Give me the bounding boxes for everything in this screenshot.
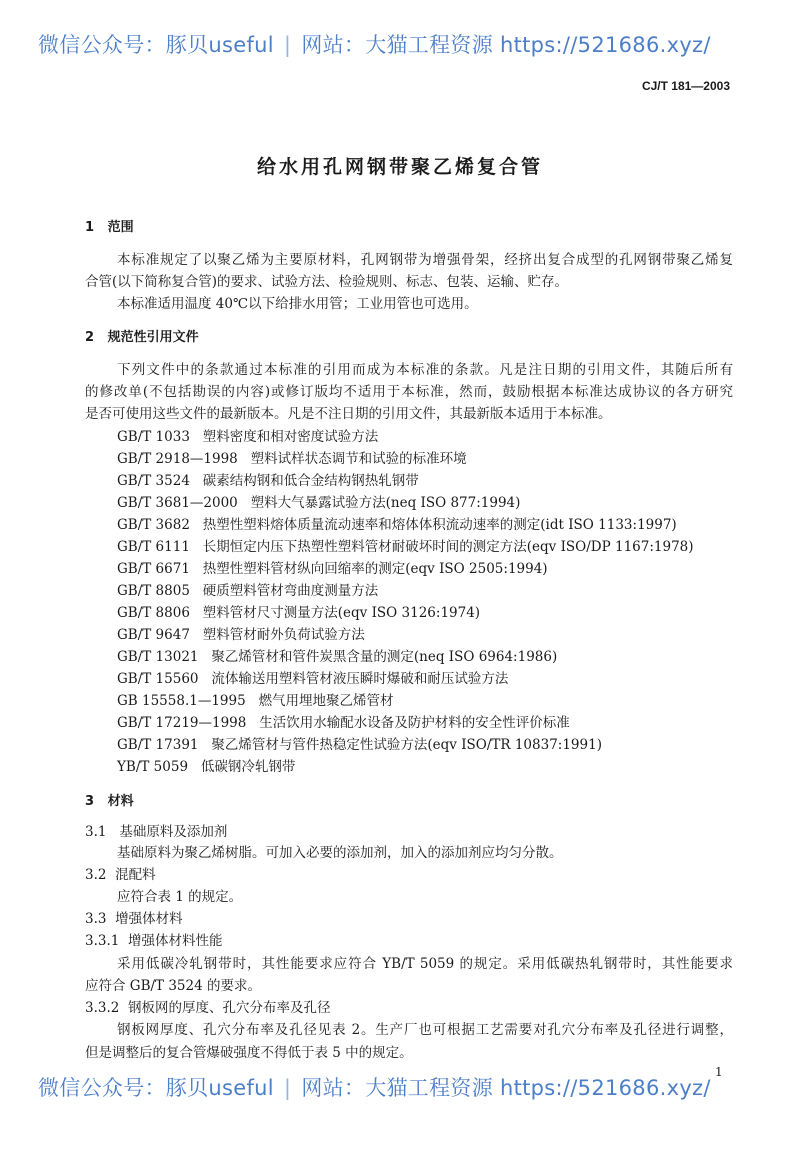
reference-item [117,626,365,644]
reference-code: GB/T 3524 [117,473,190,489]
s1-line-1: 本标准规定了以聚乙烯为主要原材料，孔网钢带为增强骨架，经挤出复合成型的孔网钢带聚乙烯复 [117,252,733,268]
reference-item [117,516,677,534]
section-2-heading: 2 规范性引用文件 [85,330,199,345]
reference-title: 流体输送用塑料管材液压瞬时爆破和耐压试验方法 [211,671,509,687]
watermark-bottom: 微信公众号：豚贝useful | 网站：大猫工程资源 https://521686.xyz/ [38,1076,711,1100]
s332-heading: 3.3.2 钢板网的厚度、孔穴分布率及孔径 [85,1000,331,1016]
section-1-heading: 1 范围 [85,220,134,235]
reference-code: GB/T 8806 [117,605,190,621]
s2-line-1: 下列文件中的条款通过本标准的引用而成为本标准的条款。凡是注日期的引用文件，其随后所有 [117,362,733,378]
reference-title: 塑料管材耐外负荷试验方法 [202,627,365,643]
s331-line-1: 采用低碳冷轧钢带时，其性能要求应符合 YB/T 5059 的规定。采用低碳热轧钢带时，其性能要求 [117,956,733,972]
reference-item [117,428,378,446]
reference-code: GB/T 3681—2000 [117,495,238,511]
standard-code: CJ/T 181—2003 [641,79,730,93]
reference-title: 热塑性塑料熔体质量流动速率和熔体体积流动速率的测定(idt ISO 1133:1997) [202,517,677,533]
reference-item [117,450,467,468]
reference-code: GB/T 9647 [117,627,190,643]
page-number: 1 [715,1065,723,1079]
document-title: 给水用孔网钢带聚乙烯复合管 [256,156,543,178]
reference-title: 生活饮用水输配水设备及防护材料的安全性评价标准 [259,715,570,731]
reference-item [117,560,548,578]
reference-title: 燃气用埋地聚乙烯管材 [258,693,394,709]
reference-title: 塑料密度和相对密度试验方法 [202,429,379,445]
reference-code: GB/T 1033 [117,429,190,445]
reference-code: GB/T 15560 [117,671,199,687]
watermark-wechat: 微信公众号：豚贝useful [38,1076,274,1100]
s331-heading: 3.3.1 增强体材料性能 [85,933,223,949]
reference-code: GB 15558.1—1995 [117,693,246,709]
watermark-site: 网站：大猫工程资源 https://521686.xyz/ [301,1076,711,1100]
reference-item [117,604,480,622]
reference-code: GB/T 6111 [117,539,190,555]
s332-line-1: 钢板网厚度、孔穴分布率及孔径见表 2。生产厂也可根据工艺需要对孔穴分布率及孔径进行调整， [117,1022,733,1038]
reference-item [117,670,508,688]
s332-line-2: 但是调整后的复合管爆破强度不得低于表 5 中的规定。 [85,1045,413,1061]
s331-line-2: 应符合 GB/T 3524 的要求。 [85,978,261,994]
reference-title: 热塑性塑料管材纵向回缩率的测定(eqv ISO 2505:1994) [202,561,548,577]
reference-item [117,758,295,776]
s33-heading: 3.3 增强体材料 [85,911,183,927]
reference-item [117,494,520,512]
s31-text: 基础原料为聚乙烯树脂。可加入必要的添加剂，加入的添加剂应均匀分散。 [117,845,563,861]
s1-line-3: 本标准适用温度 40℃以下给排水用管；工业用管也可选用。 [117,296,478,312]
reference-item [117,582,378,600]
section-3-heading: 3 材料 [85,794,134,809]
reference-code: GB/T 6671 [117,561,190,577]
reference-title: 聚乙烯管材与管件热稳定性试验方法(eqv ISO/TR 10837:1991) [211,737,602,753]
s2-line-3: 是否可使用这些文件的最新版本。凡是不注日期的引用文件，其最新版本适用于本标准。 [85,406,612,422]
reference-code: GB/T 8805 [117,583,190,599]
s31-heading: 3.1 基础原料及添加剂 [85,824,228,840]
reference-code: GB/T 3682 [117,517,190,533]
reference-title: 塑料试样状态调节和试验的标准环境 [250,451,467,467]
s2-line-2: 的修改单(不包括勘误的内容)或修订版均不适用于本标准，然而，鼓励根据本标准达成协议的各方研究 [85,384,733,400]
reference-title: 低碳钢冷轧钢带 [200,759,296,775]
reference-code: GB/T 17391 [117,737,199,753]
watermark-top: 微信公众号：豚贝useful | 网站：大猫工程资源 https://521686.xyz/ [38,33,711,57]
reference-item [117,692,394,710]
reference-item [117,714,570,732]
reference-item [117,472,419,490]
reference-item [117,648,557,666]
s32-heading: 3.2 混配料 [85,867,156,883]
reference-title: 硬质塑料管材弯曲度测量方法 [202,583,379,599]
reference-item [117,736,602,754]
reference-code: GB/T 17219—1998 [117,715,247,731]
watermark-wechat: 微信公众号：豚贝useful [38,33,274,57]
reference-item [117,538,694,556]
reference-code: YB/T 5059 [117,759,189,775]
watermark-site: 网站：大猫工程资源 https://521686.xyz/ [301,33,711,57]
reference-code: GB/T 2918—1998 [117,451,238,467]
reference-title: 塑料管材尺寸测量方法(eqv ISO 3126:1974) [202,605,481,621]
reference-title: 碳素结构钢和低合金结构钢热轧钢带 [202,473,419,489]
reference-title: 塑料大气暴露试验方法(neq ISO 877:1994) [250,495,521,511]
reference-title: 长期恒定内压下热塑性塑料管材耐破坏时间的测定方法(eqv ISO/DP 1167:1978) [202,539,694,555]
reference-code: GB/T 13021 [117,649,199,665]
s32-text: 应符合表 1 的规定。 [117,889,243,905]
reference-title: 聚乙烯管材和管件炭黑含量的测定(neq ISO 6964:1986) [211,649,558,665]
s1-line-2: 合管(以下简称复合管)的要求、试验方法、检验规则、标志、包装、运输、贮存。 [85,274,569,290]
